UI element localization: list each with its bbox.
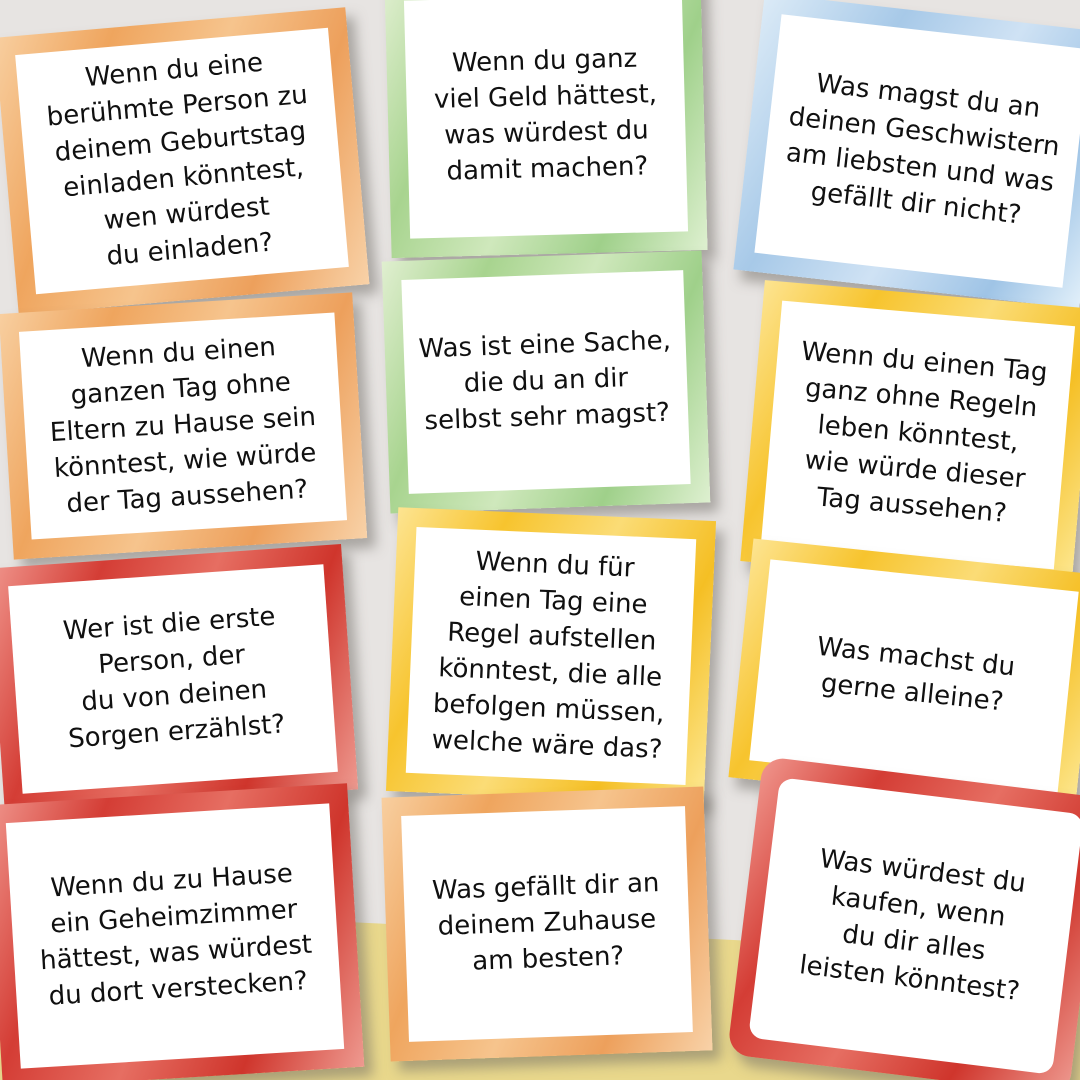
card-question-text: Wenn du einen ganzen Tag ohne Eltern zu Hause sein könntest, wie würde der Tag aussehen?: [49, 332, 318, 520]
card-question-text: Was würdest du kaufen, wenn du dir alles leisten könntest?: [797, 844, 1028, 1007]
card-face: [401, 806, 693, 1042]
card-question-text: Wenn du einen Tag ganz ohne Regeln leben könntest, wie würde dieser Tag aussehen?: [799, 336, 1049, 529]
card-face: [404, 0, 688, 239]
question-card: [0, 7, 369, 315]
card-face: [8, 564, 338, 794]
question-card: [381, 786, 712, 1061]
question-card: [733, 0, 1080, 309]
question-card: [0, 544, 358, 814]
question-card: [382, 250, 711, 513]
card-face: [406, 527, 696, 785]
question-card: [384, 0, 707, 258]
card-question-text: Wenn du für einen Tag eine Regel aufstellen könntest, die alle befolgen müssen, welche wäre das?: [431, 547, 666, 765]
question-card: [386, 507, 716, 805]
question-card: [0, 292, 367, 559]
card-question-text: Wer ist die erste Person, der du von deinen Sorgen erzählst?: [62, 601, 287, 755]
question-card: [0, 783, 364, 1080]
card-question-text: Was gefällt dir an deinem Zuhause am besten?: [431, 868, 660, 977]
card-face: [401, 270, 690, 494]
card-question-text: Wenn du ganz viel Geld hättest, was würdest du damit machen?: [433, 43, 658, 187]
card-face: [748, 777, 1080, 1074]
card-face: [749, 559, 1078, 792]
card-question-text: Was ist eine Sache, die du an dir selbst sehr magst?: [418, 325, 672, 437]
card-face: [6, 803, 344, 1068]
card-face: [761, 301, 1075, 570]
card-face: [754, 14, 1080, 288]
card-question-text: Wenn du zu Hause ein Geheimzimmer hättest, was würdest du dort verstecken?: [39, 858, 313, 1012]
card-face: [15, 28, 349, 294]
card-question-text: Was machst du gerne alleine?: [815, 631, 1017, 718]
card-face: [19, 313, 347, 540]
card-question-text: Wenn du eine berühmte Person zu deinem Geburtstag einladen könntest, wen würdest du einladen?: [45, 48, 309, 272]
card-question-text: Was magst du an deinen Geschwistern am liebsten und was gefällt dir nicht?: [784, 68, 1062, 231]
question-card: [727, 756, 1080, 1080]
